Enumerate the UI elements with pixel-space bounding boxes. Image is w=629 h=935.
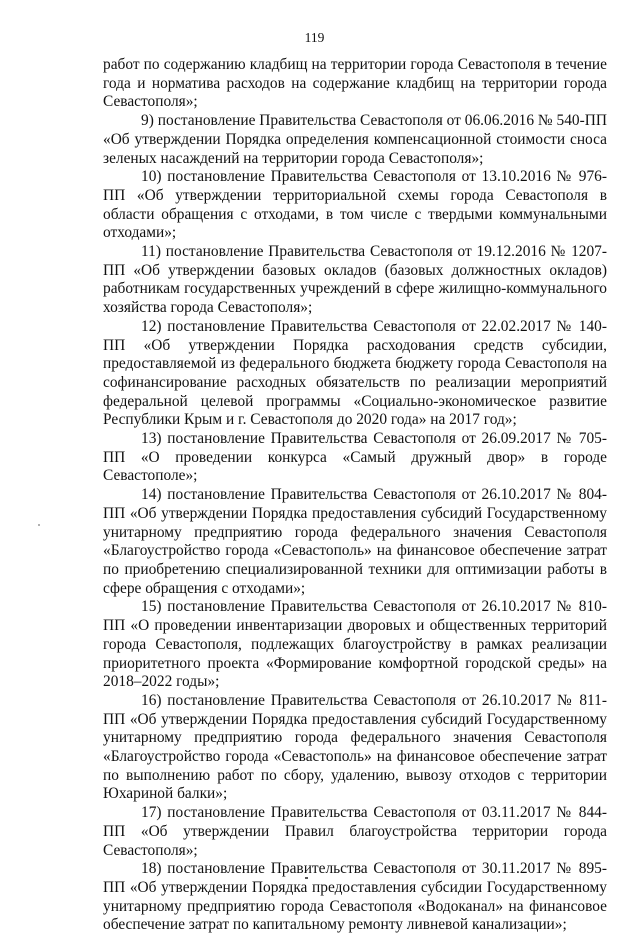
- scan-speck: [305, 877, 308, 879]
- page-number: 119: [304, 30, 325, 45]
- list-item: 11) постановление Правительства Севастополя от 19.12.2016 № 1207-ПП «Об утверждении базовых окладов (базовых должностных окладов) работникам государственных учреждений в сфере жилищно-коммунального хозяйства города Севастополя»;: [103, 243, 607, 317]
- list-item: 18) постановление Правительства Севастополя от 30.11.2017 № 895-ПП «Об утверждении Порядка предоставления субсидии Государственному унитарному предприятию города Севастополя «Водоканал» на финансовое обеспечение затрат по капитальному ремонту ливневой канализации»;: [103, 860, 607, 934]
- list-item: 9) постановление Правительства Севастополя от 06.06.2016 № 540-ПП «Об утверждении Порядка определения компенсационной стоимости сноса зеленых насаждений на территории города Севастополя»;: [103, 112, 607, 167]
- list-item: 16) постановление Правительства Севастополя от 26.10.2017 № 811-ПП «Об утверждении Порядка предоставления субсидий Государственному унитарному предприятию города федерального значения Севастополя «Благоустройство города «Севастополь» на финансовое обеспечение затрат по выполнению работ по сбору, удалению, вывозу отходов с территории Юхариной балки»;: [103, 691, 607, 803]
- continuation-paragraph: работ по содержанию кладбищ на территории города Севастополя в течение года и норматива расходов на содержание кладбищ на территории города Севастополя»;: [103, 56, 607, 111]
- document-body: [103, 56, 607, 935]
- list-item: 12) постановление Правительства Севастополя от 22.02.2017 № 140-ПП «Об утверждении Порядка расходования средств субсидии, предоставляемой из федерального бюджета бюджету города Севастополя на софинансирование расходных обязательств по реализации мероприятий федеральной целевой программы «Социально-экономическое развитие Республики Крым и г. Севастополя до 2020 года» на 2017 год»;: [103, 317, 607, 429]
- scan-speck: [38, 524, 40, 526]
- list-item: 13) постановление Правительства Севастополя от 26.09.2017 № 705-ПП «О проведении конкурса «Самый дружный двор» в городе Севастополе»;: [103, 430, 607, 485]
- list-item: 17) постановление Правительства Севастополя от 03.11.2017 № 844-ПП «Об утверждении Правил благоустройства территории города Севастополя»;: [103, 804, 607, 859]
- list-item: 15) постановление Правительства Севастополя от 26.10.2017 № 810-ПП «О проведении инвентаризации дворовых и общественных территорий города Севастополя, подлежащих благоустройству в рамках реализации приоритетного проекта «Формирование комфортной городской среды» на 2018–2022 годы»;: [103, 598, 607, 691]
- list-item: 10) постановление Правительства Севастополя от 13.10.2016 № 976-ПП «Об утверждении территориальной схемы города Севастополя в области обращения с отходами, в том числе с твердыми коммунальными отходами»;: [103, 168, 607, 242]
- list-item: 14) постановление Правительства Севастополя от 26.10.2017 № 804-ПП «Об утверждении Порядка предоставления субсидий Государственному унитарному предприятию города федерального значения Севастополя «Благоустройство города «Севастополь» на финансовое обеспечение затрат по приобретению специализированной техники для оптимизации работы в сфере обращения с отходами»;: [103, 486, 607, 597]
